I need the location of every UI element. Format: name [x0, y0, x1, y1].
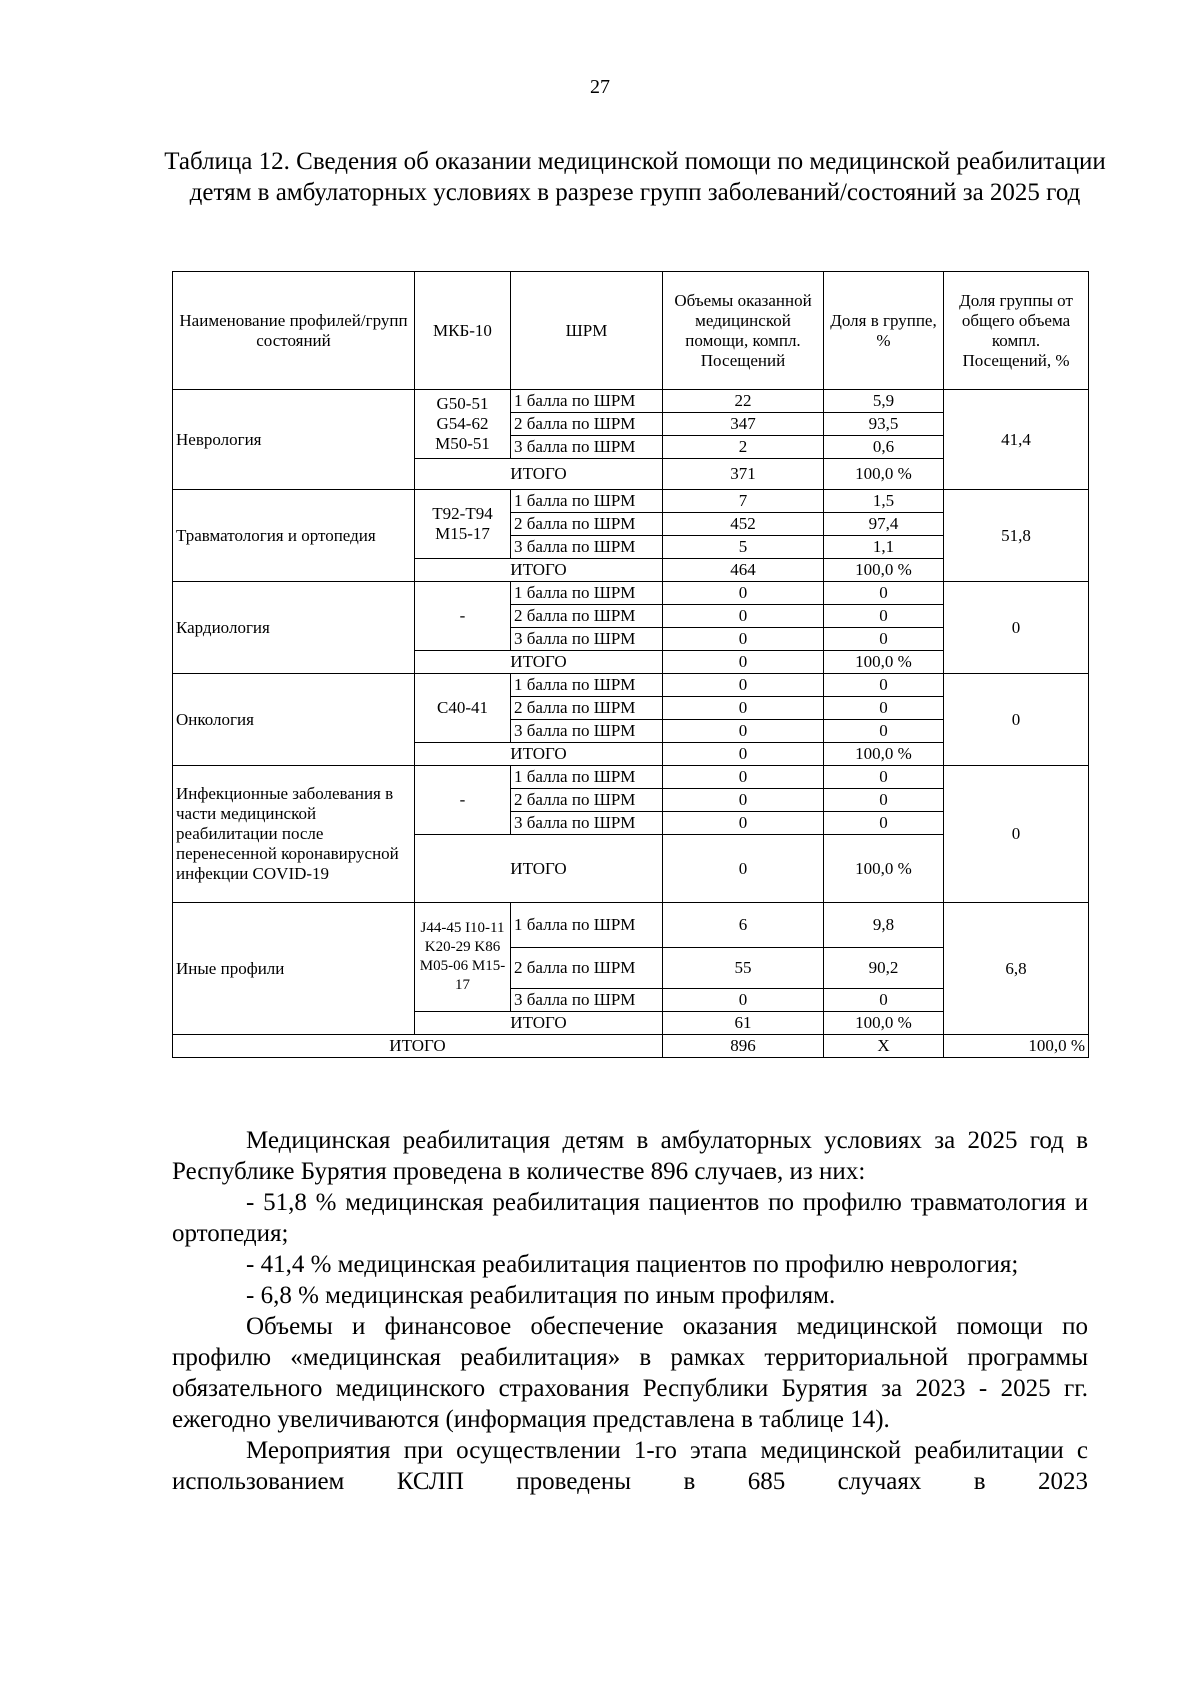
volume-cell: 0	[663, 674, 824, 697]
subtotal-volume: 0	[663, 743, 824, 766]
mkb-codes	[415, 903, 511, 1012]
volume-cell: 55	[663, 948, 824, 989]
grand-total-volume: 896	[663, 1035, 824, 1058]
group-share: 0	[944, 766, 1089, 903]
subtotal-share: 100,0 %	[824, 459, 944, 490]
share-cell: 0	[824, 989, 944, 1012]
header-mkb: МКБ-10	[415, 272, 511, 390]
grand-total-share: Х	[824, 1035, 944, 1058]
volume-cell: 0	[663, 989, 824, 1012]
volume-cell: 0	[663, 720, 824, 743]
table-row	[173, 582, 1089, 605]
volume-cell: 0	[663, 766, 824, 789]
mkb-codes	[415, 674, 511, 743]
group-share: 51,8	[944, 490, 1089, 582]
shrm-level: 2 балла по ШРМ	[511, 605, 663, 628]
mkb-codes	[415, 490, 511, 559]
share-cell: 97,4	[824, 513, 944, 536]
shrm-level: 1 балла по ШРМ	[511, 490, 663, 513]
paragraph: Медицинская реабилитация детям в амбулаторных условиях за 2025 год в Республике Бурятия проведена в количестве 896 случаев, из них:	[172, 1127, 1088, 1185]
mkb-line: M50-51	[435, 434, 490, 453]
volume-cell: 6	[663, 903, 824, 948]
group-name: Травматология и ортопедия	[173, 490, 415, 582]
share-cell: 0	[824, 789, 944, 812]
volume-cell: 452	[663, 513, 824, 536]
grand-total-group-share: 100,0 %	[944, 1035, 1089, 1058]
header-volume: Объемы оказанной медицинской помощи, компл. Посещений	[663, 272, 824, 390]
subtotal-label: ИТОГО	[415, 559, 663, 582]
table-row	[173, 674, 1089, 697]
grand-total-label: ИТОГО	[173, 1035, 663, 1058]
mkb-line: C40-41	[437, 698, 488, 717]
table-title: Таблица 12. Сведения об оказании медицинской помощи по медицинской реабилитации детям в амбулаторных условиях в разрезе групп заболеваний/состояний за 2025 год	[164, 148, 1106, 206]
shrm-level: 1 балла по ШРМ	[511, 903, 663, 948]
subtotal-share: 100,0 %	[824, 835, 944, 903]
volume-cell: 5	[663, 536, 824, 559]
paragraph: Мероприятия при осуществлении 1-го этапа медицинской реабилитации с использованием КСЛП проведены в 685 случаях в 2023	[172, 1437, 1088, 1495]
shrm-level: 3 балла по ШРМ	[511, 536, 663, 559]
table-header-row	[173, 272, 1089, 390]
volume-cell: 0	[663, 628, 824, 651]
share-cell: 1,5	[824, 490, 944, 513]
subtotal-label: ИТОГО	[415, 1012, 663, 1035]
group-name: Неврология	[173, 390, 415, 490]
table-row	[173, 766, 1089, 789]
subtotal-share: 100,0 %	[824, 651, 944, 674]
share-cell: 0,6	[824, 436, 944, 459]
paragraph: - 6,8 % медицинская реабилитация по иным профилям.	[246, 1282, 836, 1309]
group-share: 0	[944, 674, 1089, 766]
shrm-level: 2 балла по ШРМ	[511, 413, 663, 436]
group-name: Онкология	[173, 674, 415, 766]
group-share: 41,4	[944, 390, 1089, 490]
shrm-level: 1 балла по ШРМ	[511, 390, 663, 413]
subtotal-volume: 464	[663, 559, 824, 582]
share-cell: 0	[824, 628, 944, 651]
shrm-level: 2 балла по ШРМ	[511, 513, 663, 536]
mkb-line: G50-51	[436, 394, 489, 413]
page-number: 27	[590, 76, 610, 98]
shrm-level: 3 балла по ШРМ	[511, 628, 663, 651]
share-cell: 93,5	[824, 413, 944, 436]
group-share: 0	[944, 582, 1089, 674]
volume-cell: 22	[663, 390, 824, 413]
header-shrm: ШРМ	[511, 272, 663, 390]
mkb-codes	[415, 582, 511, 651]
volume-cell: 0	[663, 582, 824, 605]
group-name: Иные профили	[173, 903, 415, 1035]
share-cell: 0	[824, 766, 944, 789]
subtotal-volume: 0	[663, 835, 824, 903]
subtotal-volume: 371	[663, 459, 824, 490]
header-profile: Наименование профилей/групп состояний	[173, 272, 415, 390]
volume-cell: 347	[663, 413, 824, 436]
share-cell: 5,9	[824, 390, 944, 413]
mkb-line: G54-62	[436, 414, 489, 433]
subtotal-volume: 61	[663, 1012, 824, 1035]
share-cell: 0	[824, 605, 944, 628]
share-cell: 1,1	[824, 536, 944, 559]
shrm-level: 3 балла по ШРМ	[511, 812, 663, 835]
mkb-line: M15-17	[435, 524, 490, 543]
share-cell: 9,8	[824, 903, 944, 948]
shrm-level: 2 балла по ШРМ	[511, 789, 663, 812]
volume-cell: 0	[663, 697, 824, 720]
mkb-codes	[415, 766, 511, 835]
group-name: Инфекционные заболевания в части медицинской реабилитации после перенесенной коронавирусной инфекции COVID-19	[173, 766, 415, 903]
shrm-level: 2 балла по ШРМ	[511, 697, 663, 720]
rehab-table	[172, 271, 1089, 1058]
body-text	[172, 1125, 1088, 1497]
share-cell: 0	[824, 720, 944, 743]
volume-cell: 0	[663, 605, 824, 628]
header-share-total: Доля группы от общего объема компл. Посещений, %	[944, 272, 1089, 390]
shrm-level: 3 балла по ШРМ	[511, 720, 663, 743]
mkb-line: -	[459, 606, 466, 625]
paragraph: - 51,8 % медицинская реабилитация пациентов по профилю травматология и ортопедия;	[172, 1189, 1088, 1247]
share-cell: 0	[824, 674, 944, 697]
share-cell: 90,2	[824, 948, 944, 989]
subtotal-label: ИТОГО	[415, 459, 663, 490]
table-row	[173, 390, 1089, 413]
subtotal-volume: 0	[663, 651, 824, 674]
subtotal-share: 100,0 %	[824, 743, 944, 766]
volume-cell: 0	[663, 789, 824, 812]
share-cell: 0	[824, 812, 944, 835]
table-row	[173, 490, 1089, 513]
volume-cell: 2	[663, 436, 824, 459]
table-row	[173, 903, 1089, 948]
shrm-level: 1 балла по ШРМ	[511, 766, 663, 789]
subtotal-label: ИТОГО	[415, 651, 663, 674]
mkb-line: T92-T94	[432, 504, 493, 523]
subtotal-share: 100,0 %	[824, 559, 944, 582]
volume-cell: 7	[663, 490, 824, 513]
shrm-level: 3 балла по ШРМ	[511, 989, 663, 1012]
paragraph: - 41,4 % медицинская реабилитация пациентов по профилю неврология;	[246, 1251, 1019, 1278]
mkb-codes	[415, 390, 511, 459]
volume-cell: 0	[663, 812, 824, 835]
grand-total-row	[173, 1035, 1089, 1058]
subtotal-label: ИТОГО	[415, 743, 663, 766]
share-cell: 0	[824, 697, 944, 720]
subtotal-label: ИТОГО	[415, 835, 663, 903]
paragraph: Объемы и финансовое обеспечение оказания медицинской помощи по профилю «медицинская реабилитация» в рамках территориальной программы обязательного медицинского страхования Республики Бурятия за 2023 - 2025 гг. ежегодно увеличиваются (информация представлена в таблице 14).	[172, 1313, 1088, 1433]
shrm-level: 1 балла по ШРМ	[511, 582, 663, 605]
subtotal-share: 100,0 %	[824, 1012, 944, 1035]
shrm-level: 3 балла по ШРМ	[511, 436, 663, 459]
group-name: Кардиология	[173, 582, 415, 674]
mkb-line: -	[459, 790, 466, 809]
shrm-level: 1 балла по ШРМ	[511, 674, 663, 697]
header-share-group: Доля в группе, %	[824, 272, 944, 390]
shrm-level: 2 балла по ШРМ	[511, 948, 663, 989]
share-cell: 0	[824, 582, 944, 605]
group-share: 6,8	[944, 903, 1089, 1035]
mkb-line: J44-45 I10-11 K20-29 K86 M05-06 M15-17	[419, 920, 506, 993]
